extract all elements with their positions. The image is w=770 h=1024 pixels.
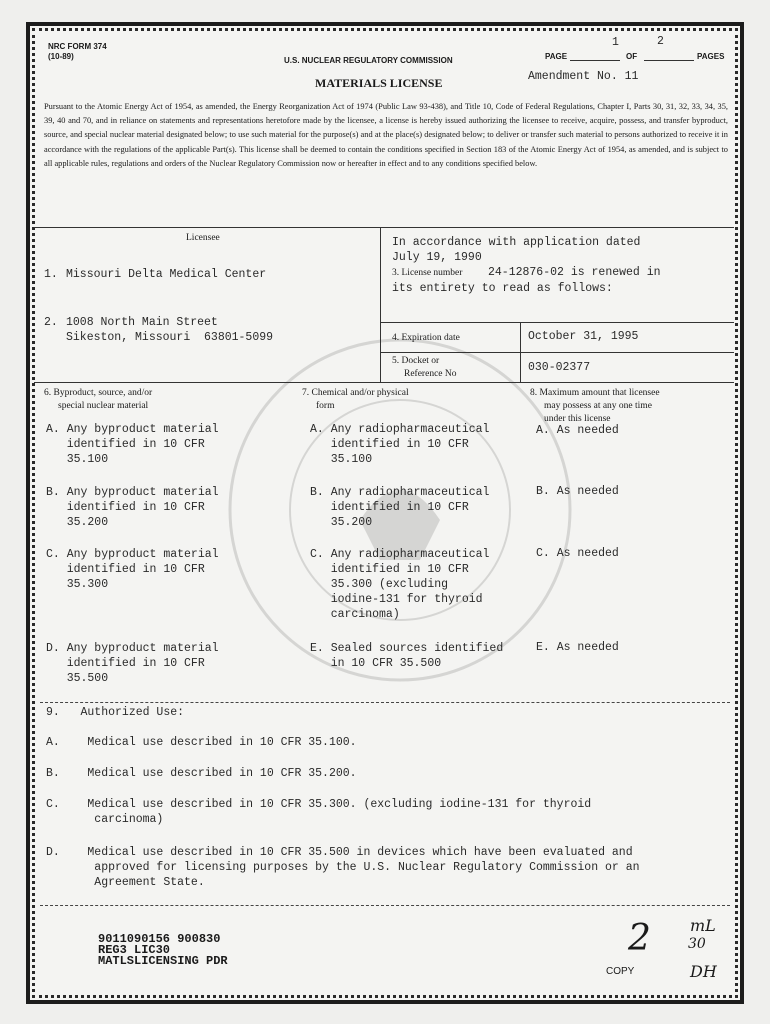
form-a: A. Any radiopharmaceutical identified in 10 CFR 35.100 (310, 423, 490, 466)
of-label: OF (626, 52, 638, 61)
licensee-heading: Licensee (186, 233, 220, 243)
licensee-name-number: 1. (44, 268, 58, 281)
amount-c: C. As needed (536, 547, 619, 560)
authorized-use-a: A. Medical use described in 10 CFR 35.100. (46, 736, 357, 749)
pages-label: PAGES (697, 52, 725, 61)
page-total: 2 (657, 35, 664, 48)
col6-head-2: special nuclear material (58, 401, 149, 411)
address-line-1: 1008 North Main Street (66, 316, 218, 329)
document-title: MATERIALS LICENSE (315, 76, 443, 90)
docket-label-1: 5. Docket or (392, 356, 440, 366)
agency-name: U.S. NUCLEAR REGULATORY COMMISSION (284, 56, 453, 65)
col8-head-1: 8. Maximum amount that licensee (530, 388, 660, 398)
material-a: A. Any byproduct material identified in 10 CFR 35.100 (46, 423, 219, 466)
address-number: 2. (44, 316, 58, 329)
application-line-4: its entirety to read as follows: (392, 282, 613, 295)
handwritten-30: 30 (688, 936, 706, 952)
amendment-number: Amendment No. 11 (528, 70, 639, 83)
form-e: E. Sealed sources identified in 10 CFR 35.500 (310, 642, 504, 670)
page-number: 1 (612, 36, 619, 49)
handwritten-ml: mL (690, 916, 716, 935)
handwritten-number: 2 (628, 918, 651, 959)
authorized-use-c: C. Medical use described in 10 CFR 35.300. (excluding iodine-131 for thyroid carcinoma) (46, 798, 592, 826)
expiration-date: October 31, 1995 (528, 330, 639, 343)
stamp-line-3: MATLSLICENSING PDR (98, 954, 228, 968)
license-number-value: 24-12876-02 is renewed in (488, 266, 661, 279)
stamp-line-2: REG3 LIC30 (98, 943, 171, 957)
material-b: B. Any byproduct material identified in 10 CFR 35.200 (46, 486, 219, 529)
form-b: B. Any radiopharmaceutical identified in 10 CFR 35.200 (310, 486, 490, 529)
form-date: (10-89) (48, 52, 74, 61)
form-id: NRC FORM 374 (48, 42, 107, 51)
intro-paragraph: Pursuant to the Atomic Energy Act of 1954, as amended, the Energy Reorganization Act of 1974 (Public Law 93-438), and Title 10, Code of Federal Regulations, Chapter I, Parts 30, 31, 32, 33, 34, 35, 39, 40 and 70, and in reliance on statements and representations heretofore made by the licensee, a license is hereby issued authorizing the licensee to receive, acquire, possess, and transfer byproduct, source, and special nuclear material designated below; to use such material for the purpose(s) and at the place(s) designated below; to deliver or transfer such material to persons authorized to receive it in accordance with the regulations of the applicable Part(s). This license shall be deemed to contain the conditions specified in Section 183 of the Atomic Energy Act of 1954, as amended, and is subject to all applicable rules, regulations and orders of the Nuclear Regulatory Commission now or hereafter in effect and to any conditions specified below. (44, 102, 728, 168)
docket-label-2: Reference No (404, 369, 457, 379)
material-c: C. Any byproduct material identified in 10 CFR 35.300 (46, 548, 219, 591)
material-d: D. Any byproduct material identified in 10 CFR 35.500 (46, 642, 219, 685)
application-line-1: In accordance with application dated (392, 236, 641, 249)
col7-head-2: form (316, 401, 335, 411)
form-c: C. Any radiopharmaceutical identified in 10 CFR 35.300 (excluding iodine-131 for thyroid carcinoma) (310, 548, 490, 621)
page-label: PAGE (545, 52, 568, 61)
authorized-use-b: B. Medical use described in 10 CFR 35.200. (46, 767, 357, 780)
stamp-line-1: 9011090156 900830 (98, 932, 221, 946)
address-line-2: Sikeston, Missouri 63801-5099 (66, 331, 274, 344)
application-date: July 19, 1990 (392, 251, 482, 264)
col7-head-1: 7. Chemical and/or physical (302, 388, 409, 398)
copy-label: COPY (606, 966, 635, 977)
col8-head-2: may possess at any one time (544, 401, 652, 411)
licensee-name: Missouri Delta Medical Center (66, 268, 267, 281)
handwritten-dh: DH (690, 962, 717, 981)
amount-a: A. As needed (536, 424, 619, 437)
license-number-label: 3. License number (392, 268, 463, 278)
authorized-use-d: D. Medical use described in 10 CFR 35.500 in devices which have been evaluated and approved for licensing purposes by the U.S. Nuclear Regulatory Commission or an Agreement State. (46, 846, 640, 889)
col6-head-1: 6. Byproduct, source, and/or (44, 388, 153, 398)
amount-e: E. As needed (536, 641, 619, 654)
authorized-use-heading: 9. Authorized Use: (46, 706, 185, 719)
amount-b: B. As needed (536, 485, 619, 498)
col8-head-3: under this license (544, 414, 611, 424)
expiration-label: 4. Expiration date (392, 333, 460, 343)
docket-number: 030-02377 (528, 361, 591, 374)
